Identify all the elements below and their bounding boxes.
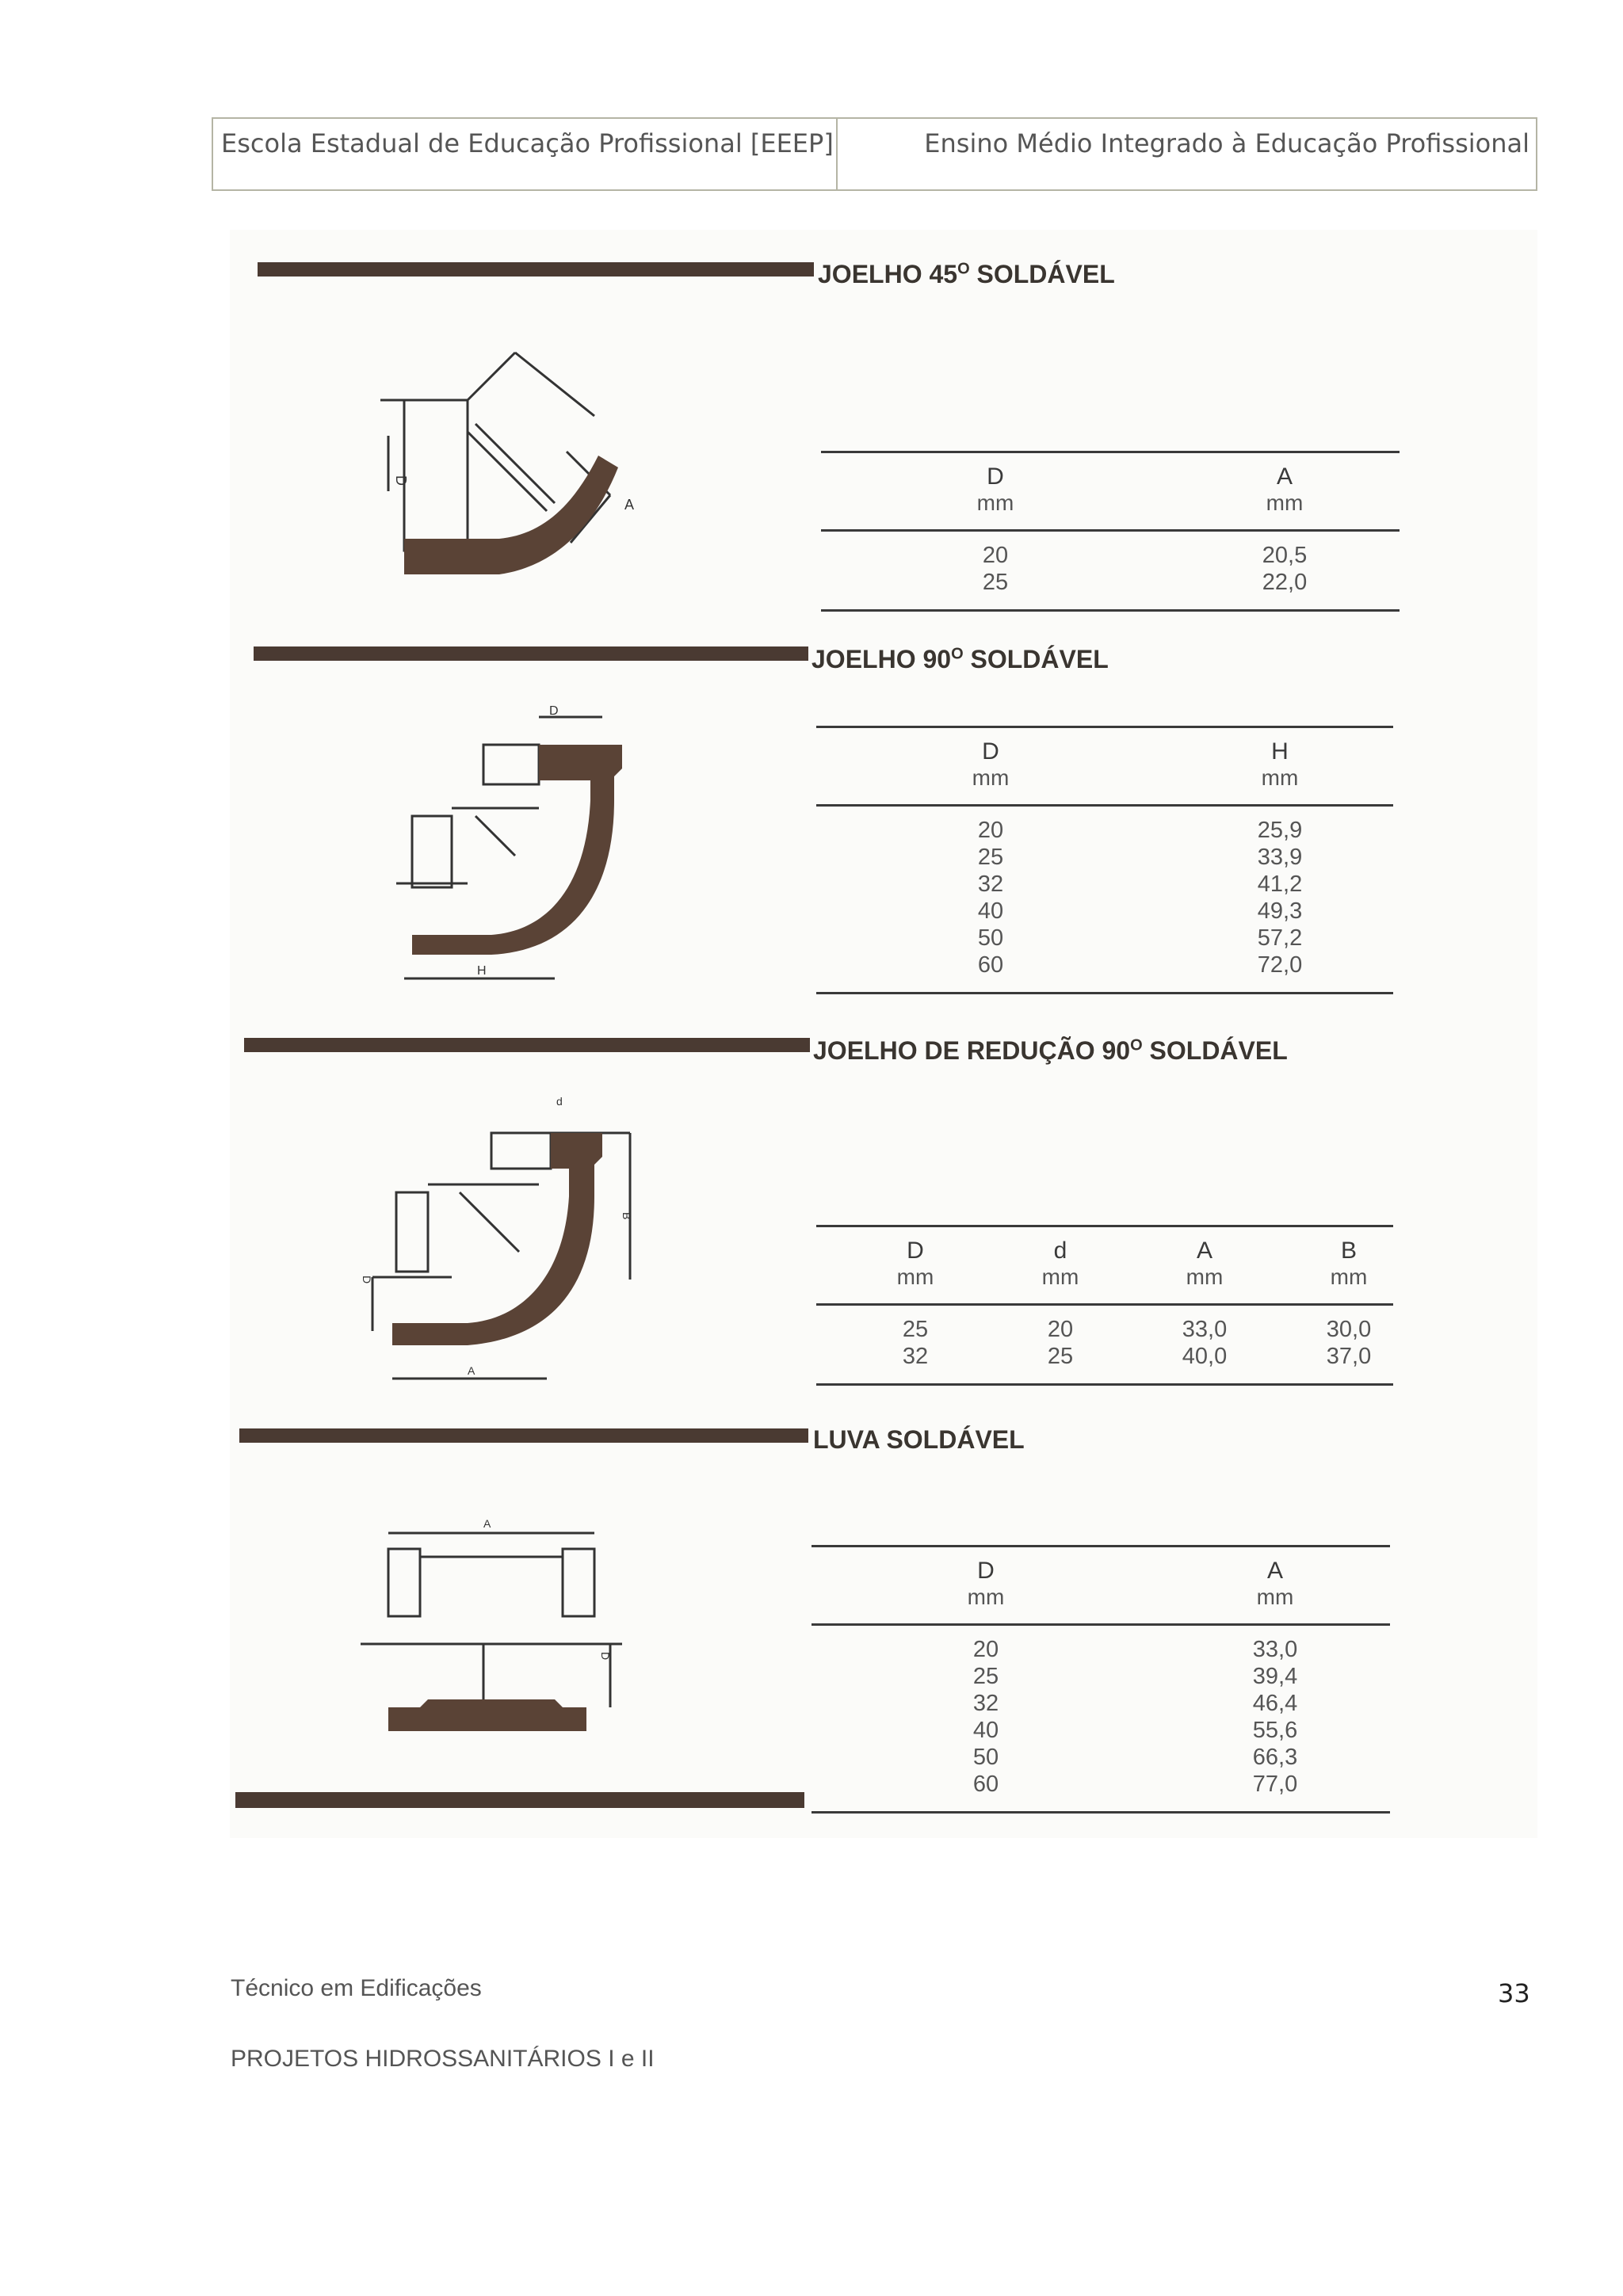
page-number: 33 [1498, 1978, 1530, 2008]
section-title-joelho-reducao-90: JOELHO DE REDUÇÃO $90^O$ SOLDÁVEL [813, 1036, 1288, 1065]
column-a: A mm [1256, 1558, 1294, 1609]
column-d-values: 20 25 [982, 543, 1009, 595]
dim-label-b: B [621, 1212, 633, 1220]
section-divider-bar [244, 1038, 810, 1052]
column-a-values: 33,0 39,4 46,4 55,6 66,3 77,0 [1252, 1637, 1298, 1797]
column-d: D mm [972, 738, 1010, 790]
table-joelho-45 [821, 451, 1400, 613]
column-d-small-values: 20 25 [1047, 1317, 1074, 1369]
section-title-joelho-90: JOELHO $90^O$ SOLDÁVEL [812, 645, 1109, 673]
section-divider-bar [235, 1792, 804, 1808]
luva-drawing [361, 1505, 630, 1743]
column-a: A mm [1266, 463, 1304, 515]
joelho-reducao-90-drawing [357, 1093, 658, 1394]
column-b: B mm [1330, 1238, 1368, 1289]
dim-label-d-small: d [556, 1095, 563, 1108]
section-divider-bar [239, 1428, 808, 1443]
column-d: D mm [967, 1558, 1005, 1609]
joelho-90-drawing [388, 705, 642, 990]
dim-label-d: D [393, 475, 409, 486]
column-d: D mm [976, 463, 1014, 515]
column-d-large: D mm [896, 1238, 934, 1289]
column-d-small: d mm [1041, 1238, 1079, 1289]
column-d-large-values: 25 32 [902, 1317, 929, 1369]
column-h: H mm [1261, 738, 1299, 790]
section-title-luva: LUVA SOLDÁVEL [813, 1425, 1025, 1454]
dim-label-a: A [483, 1517, 491, 1530]
program-name: Ensino Médio Integrado à Educação Profissional [924, 128, 1529, 158]
section-divider-bar [254, 646, 808, 661]
section-divider-bar [258, 262, 814, 277]
dim-label-h: H [477, 964, 487, 978]
table-joelho-90 [816, 726, 1393, 995]
column-a-values: 33,0 40,0 [1182, 1317, 1228, 1369]
column-d-values: 20 25 32 40 50 60 [977, 818, 1004, 978]
column-h-values: 25,9 33,9 41,2 49,3 57,2 72,0 [1257, 818, 1303, 978]
dim-label-d-large: D [361, 1276, 373, 1284]
footer-subject: PROJETOS HIDROSSANITÁRIOS I e II [231, 2046, 655, 2072]
dim-label-d: D [549, 705, 559, 718]
dim-label-d: D [599, 1652, 612, 1661]
table-joelho-reducao-90 [816, 1225, 1393, 1387]
dim-label-a: A [624, 497, 635, 513]
section-title-joelho-45: JOELHO $45^O$ SOLDÁVEL [818, 260, 1115, 288]
school-name: Escola Estadual de Educação Profissional [EEEP] [213, 119, 838, 189]
column-d-values: 20 25 32 40 50 60 [972, 1637, 999, 1797]
column-b-values: 30,0 37,0 [1326, 1317, 1372, 1369]
dim-label-a: A [468, 1364, 475, 1377]
column-a-values: 20,5 22,0 [1262, 543, 1308, 595]
table-luva [812, 1545, 1390, 1814]
footer-course: Técnico em Edificações [231, 1975, 482, 2001]
document-header [212, 117, 1537, 191]
joelho-45-drawing [372, 337, 705, 590]
column-a: A mm [1186, 1238, 1224, 1289]
